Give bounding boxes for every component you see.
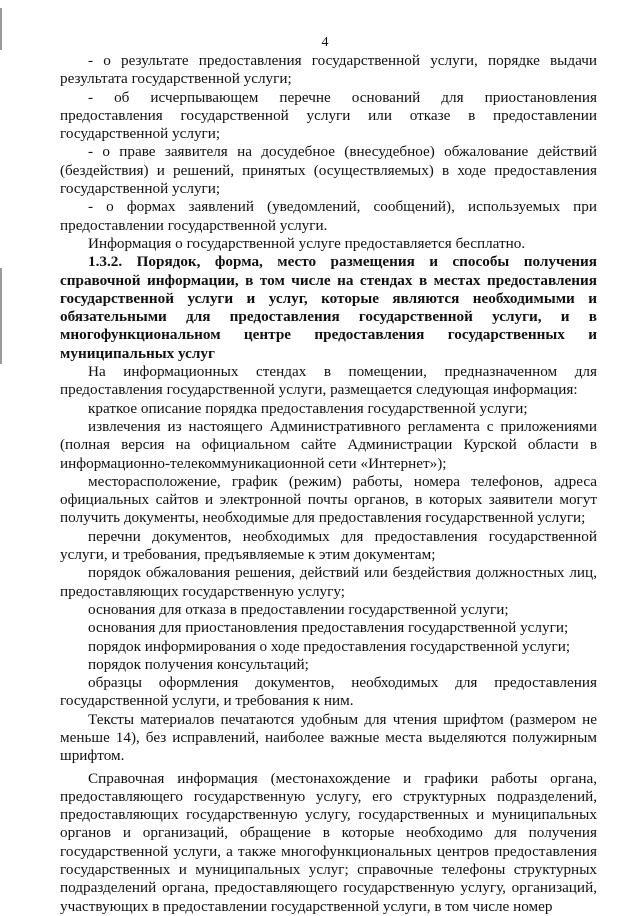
- list-item: порядок информирования о ходе предоставления государственной услуги;: [88, 637, 571, 655]
- list-item: перечни документов, необходимых для предоставления государственной услуги, и требования, предъявляемые к этим документам;: [60, 527, 597, 564]
- list-item: основания для приостановления предоставления государственной услуги;: [88, 619, 569, 637]
- paragraph: Тексты материалов печатаются удобным для чтения шрифтом (размером не меньше 14), без исправлений, наиболее важные места выделяются полужирным шрифтом.: [60, 710, 597, 765]
- paragraph: - об исчерпывающем перечне оснований для приостановления предоставления государственной услуги или отказе в предоставлении государственной услуги;: [60, 88, 597, 143]
- scan-edge-mark: [0, 268, 2, 364]
- list-item: порядок обжалования решения, действий или бездействия должностных лиц, предоставляющих государственную услугу;: [60, 564, 597, 600]
- paragraph: Информация о государственной услуге предоставляется бесплатно.: [88, 234, 526, 252]
- page-number: 4: [321, 35, 329, 50]
- paragraph: - о результате предоставления государственной услуги, порядке выдачи результата государственной услуги;: [60, 52, 597, 88]
- list-item: порядок получения консультаций;: [88, 655, 309, 673]
- list-item: извлечения из настоящего Административного регламента с приложениями (полная версия на официальном сайте Администрации Курской области в информационно-телекоммуникационной сети «Интернет»);: [60, 417, 597, 472]
- paragraph: Справочная информация (местонахождение и графики работы органа, предоставляющего государственную услугу, его структурных подразделений, предоставляющих государственную услугу, государственных и муниципальных органов и организаций, обращение в которые необходимо для получения государственной услуги, а также многофункциональных центров предоставления государственных и муниципальных услуг; справочные телефоны структурных подразделений органа, предоставляющего государственную услугу, организаций, участвующих в предоставлении государственной услуги, в том числе номер: [60, 769, 597, 915]
- paragraph: На информационных стендах в помещении, предназначенном для предоставления государственной услуги, размещается следующая информация:: [60, 363, 597, 399]
- paragraph: - о формах заявлений (уведомлений, сообщений), используемых при предоставлении государственной услуги.: [60, 198, 597, 234]
- section-heading: 1.3.2. Порядок, форма, место размещения и способы получения справочной информации, в том числе на стендах в местах предоставления государственной услуги и услуг, которые являются необходимыми и обязательными для предоставления государственной услуги, и в многофункциональном центре предоставления государственных и муниципальных услуг: [60, 253, 597, 362]
- list-item: основания для отказа в предоставлении государственной услуги;: [88, 600, 509, 618]
- list-item: краткое описание порядка предоставления государственной услуги;: [88, 399, 528, 417]
- paragraph: - о праве заявителя на досудебное (внесудебное) обжалование действий (бездействия) и решений, принятых (осуществляемых) в ходе предоставления государственной услуги;: [60, 143, 597, 198]
- list-item: образцы оформления документов, необходимых для предоставления государственной услуги, и требования к ним.: [60, 674, 597, 710]
- list-item: месторасположение, график (режим) работы, номера телефонов, адреса официальных сайтов и электронной почты органов, в которых заявители могут получить документы, необходимые для предоставления государственной услуги;: [60, 472, 597, 527]
- document-body: [60, 52, 597, 916]
